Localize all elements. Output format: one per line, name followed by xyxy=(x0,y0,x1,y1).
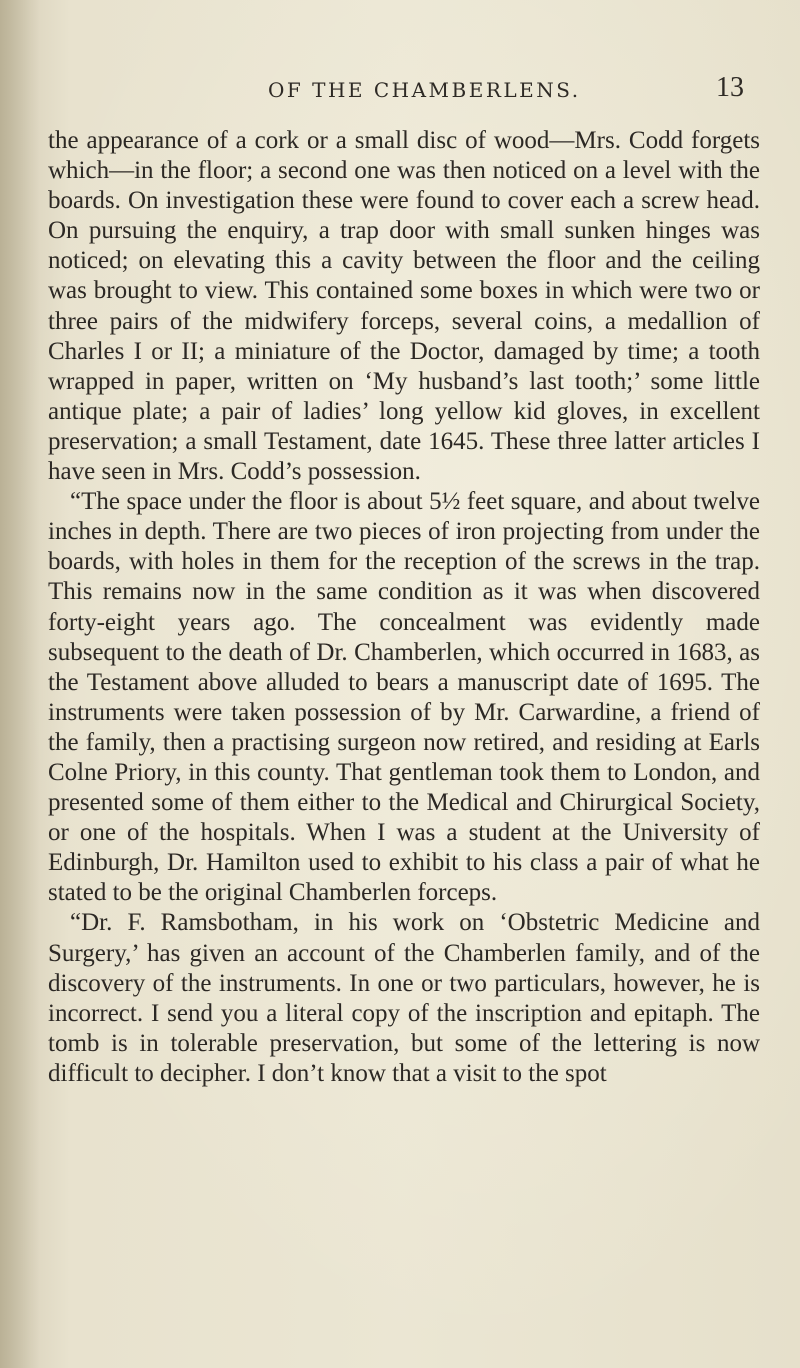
page-number: 13 xyxy=(716,72,744,103)
body-text xyxy=(48,126,760,1089)
running-head-title: OF THE CHAMBERLENS. xyxy=(268,78,581,102)
paragraph-space-under-floor: “The space under the floor is about 5½ feet square, and about twelve inches in depth. There are two pieces of iron projecting from under the boards, with holes in them for the reception of the screws in the trap. This remains now in the same condition as it was when discovered forty-eight years ago. The concealment was evidently made subsequent to the death of Dr. Chamberlen, which occurred in 1683, as the Testament above alluded to bears a manuscript date of 1695. The instruments were taken possession of by Mr. Carwardine, a friend of the family, then a practising surgeon now retired, and residing at Earls Colne Priory, in this county. That gentleman took them to London, and presented some of them either to the Medical and Chirurgical Society, or one of the hospitals. When I was a student at the University of Edinburgh, Dr. Hamilton used to exhibit to his class a pair of what he stated to be the original Chamberlen forceps. xyxy=(48,488,760,907)
paragraph-continuation: the appearance of a cork or a small disc of wood—Mrs. Codd forgets which—in the floor; a second one was then noticed on a level with the boards. On investigation these were found to cover each a screw head. On pursuing the enquiry, a trap door with small sunken hinges was noticed; on elevating this a cavity between the floor and the ceiling was brought to view. This contained some boxes in which were two or three pairs of the midwifery forceps, several coins, a medallion of Charles I or II; a miniature of the Doctor, damaged by time; a tooth wrapped in paper, written on ‘My husband’s last tooth;’ some little antique plate; a pair of ladies’ long yellow kid gloves, in excellent preservation; a small Testament, date 1645. These three latter articles I have seen in Mrs. Codd’s possession. xyxy=(48,127,760,486)
paragraph-ramsbotham: “Dr. F. Ramsbotham, in his work on ‘Obstetric Medicine and Surgery,’ has given an account of the Chamberlen family, and of the discovery of the instruments. In one or two particulars, however, he is incorrect. I send you a literal copy of the inscription and epitaph. The tomb is in tolerable preservation, but some of the lettering is now difficult to decipher. I don’t know that a visit to the spot xyxy=(48,909,760,1087)
page-gutter-shadow xyxy=(0,0,40,1368)
